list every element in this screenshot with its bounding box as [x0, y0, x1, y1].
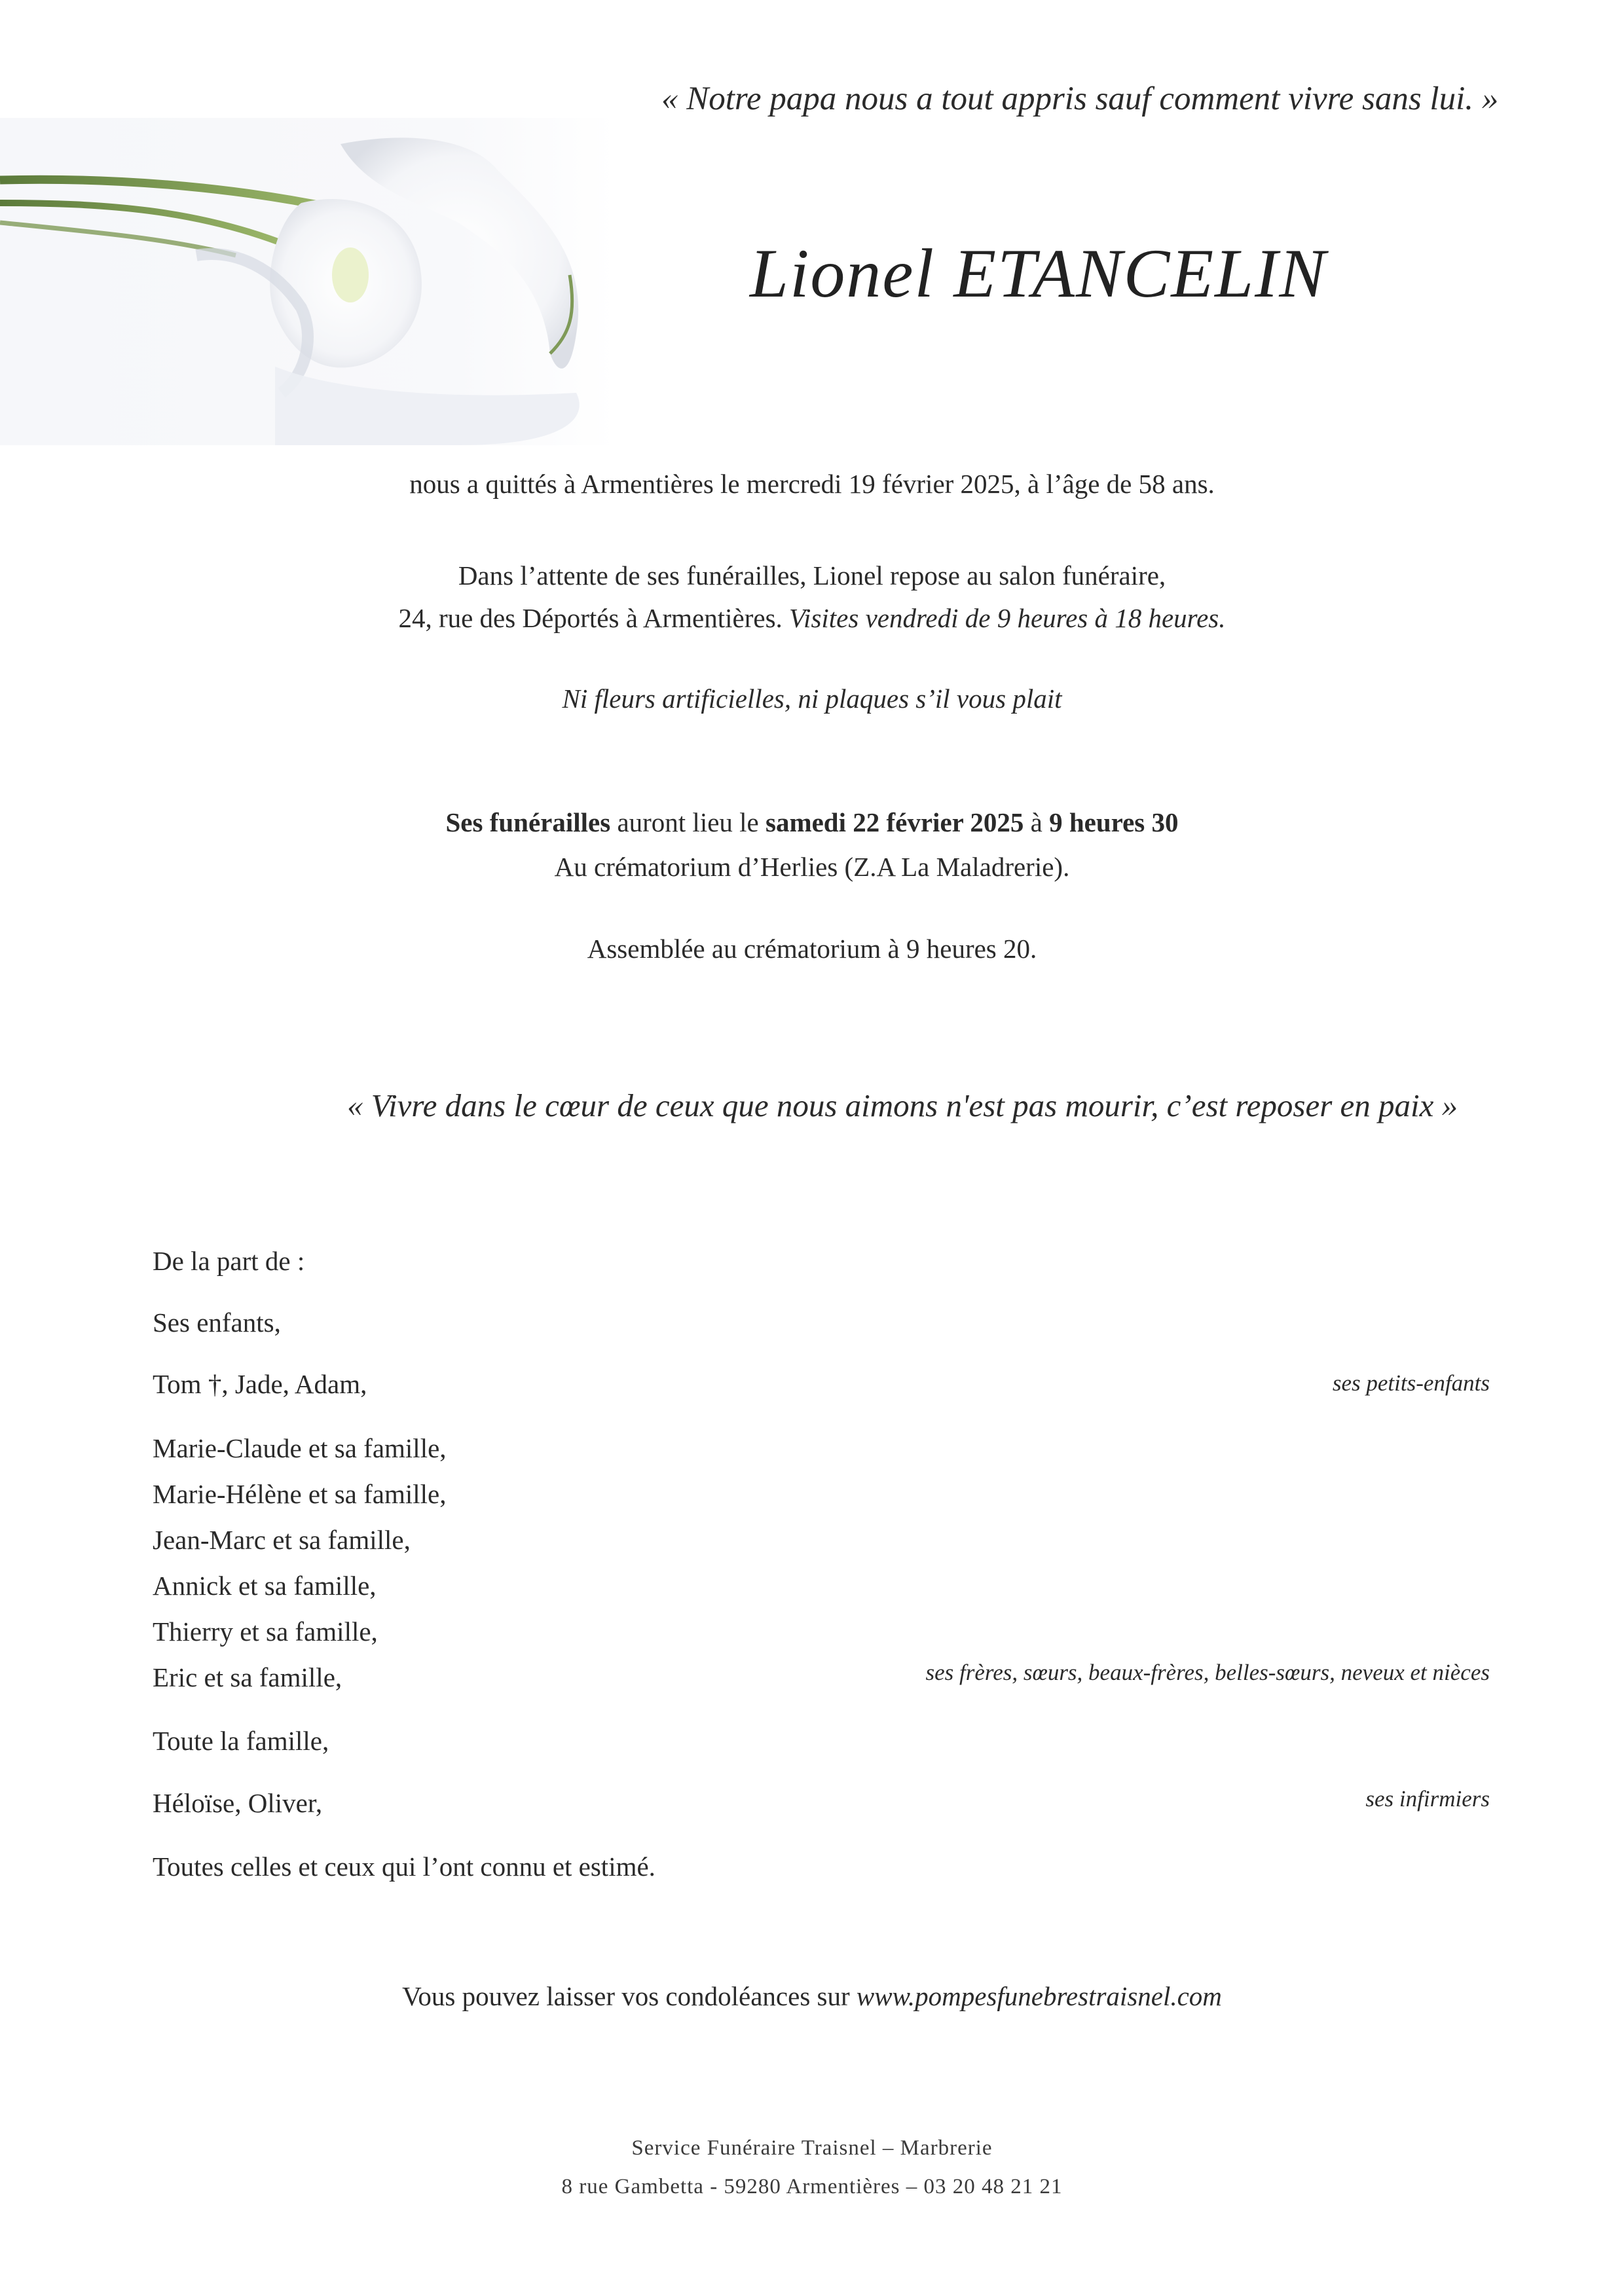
flowers-note: Ni fleurs artificielles, ni plaques s’il vous plait [562, 683, 1062, 714]
funeral-text-1: auront lieu le [617, 807, 759, 837]
funeral-text-2: à [1030, 807, 1043, 837]
nurses-names: Héloïse, Oliver, [153, 1788, 323, 1818]
epigraph: « Notre papa nous a tout appris sauf comment vivre sans lui. » [661, 81, 1499, 117]
grandchildren-label: ses petits-enfants [1332, 1370, 1490, 1396]
calla-lily-image [0, 118, 616, 445]
repose-line-2 [0, 602, 1624, 634]
closing-quote: « Vivre dans le cœur de ceux que nous aimons n'est pas mourir, c’est reposer en paix » [347, 1087, 1458, 1123]
condolences-line [0, 1980, 1624, 2013]
sibling-line: Thierry et sa famille, [153, 1616, 378, 1647]
sibling-line: Marie-Hélène et sa famille, [153, 1479, 447, 1509]
funeral-line [0, 807, 1624, 839]
repose-address: 24, rue des Déportés à Armentières. [398, 603, 783, 633]
footer-company: Service Funéraire Traisnel – Marbrerie [631, 2136, 993, 2160]
visiting-hours: Visites vendredi de 9 heures à 18 heures. [789, 603, 1226, 633]
condolences-url[interactable]: www.pompesfunebrestraisnel.com [856, 1981, 1222, 2011]
footer-address: 8 rue Gambetta - 59280 Armentières – 03 20 48 21 21 [561, 2175, 1063, 2198]
funeral-time: 9 heures 30 [1049, 807, 1179, 837]
all-others-line: Toutes celles et ceux qui l’ont connu et estimé. [153, 1851, 655, 1882]
whole-family-line: Toute la famille, [153, 1726, 329, 1756]
funeral-place: Au crématorium d’Herlies (Z.A La Maladrerie). [554, 852, 1070, 882]
grandchildren-names: Tom †, Jade, Adam, [153, 1369, 367, 1399]
repose-line-1: Dans l’attente de ses funérailles, Lionel repose au salon funéraire, [458, 560, 1166, 591]
sibling-line: Jean-Marc et sa famille, [153, 1525, 411, 1555]
deceased-name: Lionel ETANCELIN [750, 235, 1327, 312]
from-intro: De la part de : [153, 1246, 305, 1276]
children-line: Ses enfants, [153, 1307, 281, 1338]
sibling-line: Eric et sa famille, [153, 1662, 342, 1692]
sibling-line: Marie-Claude et sa famille, [153, 1433, 447, 1463]
funeral-date: samedi 22 février 2025 [766, 807, 1024, 837]
condolences-text: Vous pouvez laisser vos condoléances sur [402, 1981, 850, 2011]
sibling-line: Annick et sa famille, [153, 1571, 377, 1601]
nurses-label: ses infirmiers [1365, 1786, 1490, 1812]
assembly-time: Assemblée au crématorium à 9 heures 20. [587, 934, 1037, 964]
funeral-label: Ses funérailles [445, 807, 611, 837]
siblings-label: ses frères, sœurs, beaux-frères, belles-sœurs, neveux et nièces [925, 1660, 1490, 1685]
death-announcement: nous a quittés à Armentières le mercredi 19 février 2025, à l’âge de 58 ans. [409, 469, 1215, 499]
